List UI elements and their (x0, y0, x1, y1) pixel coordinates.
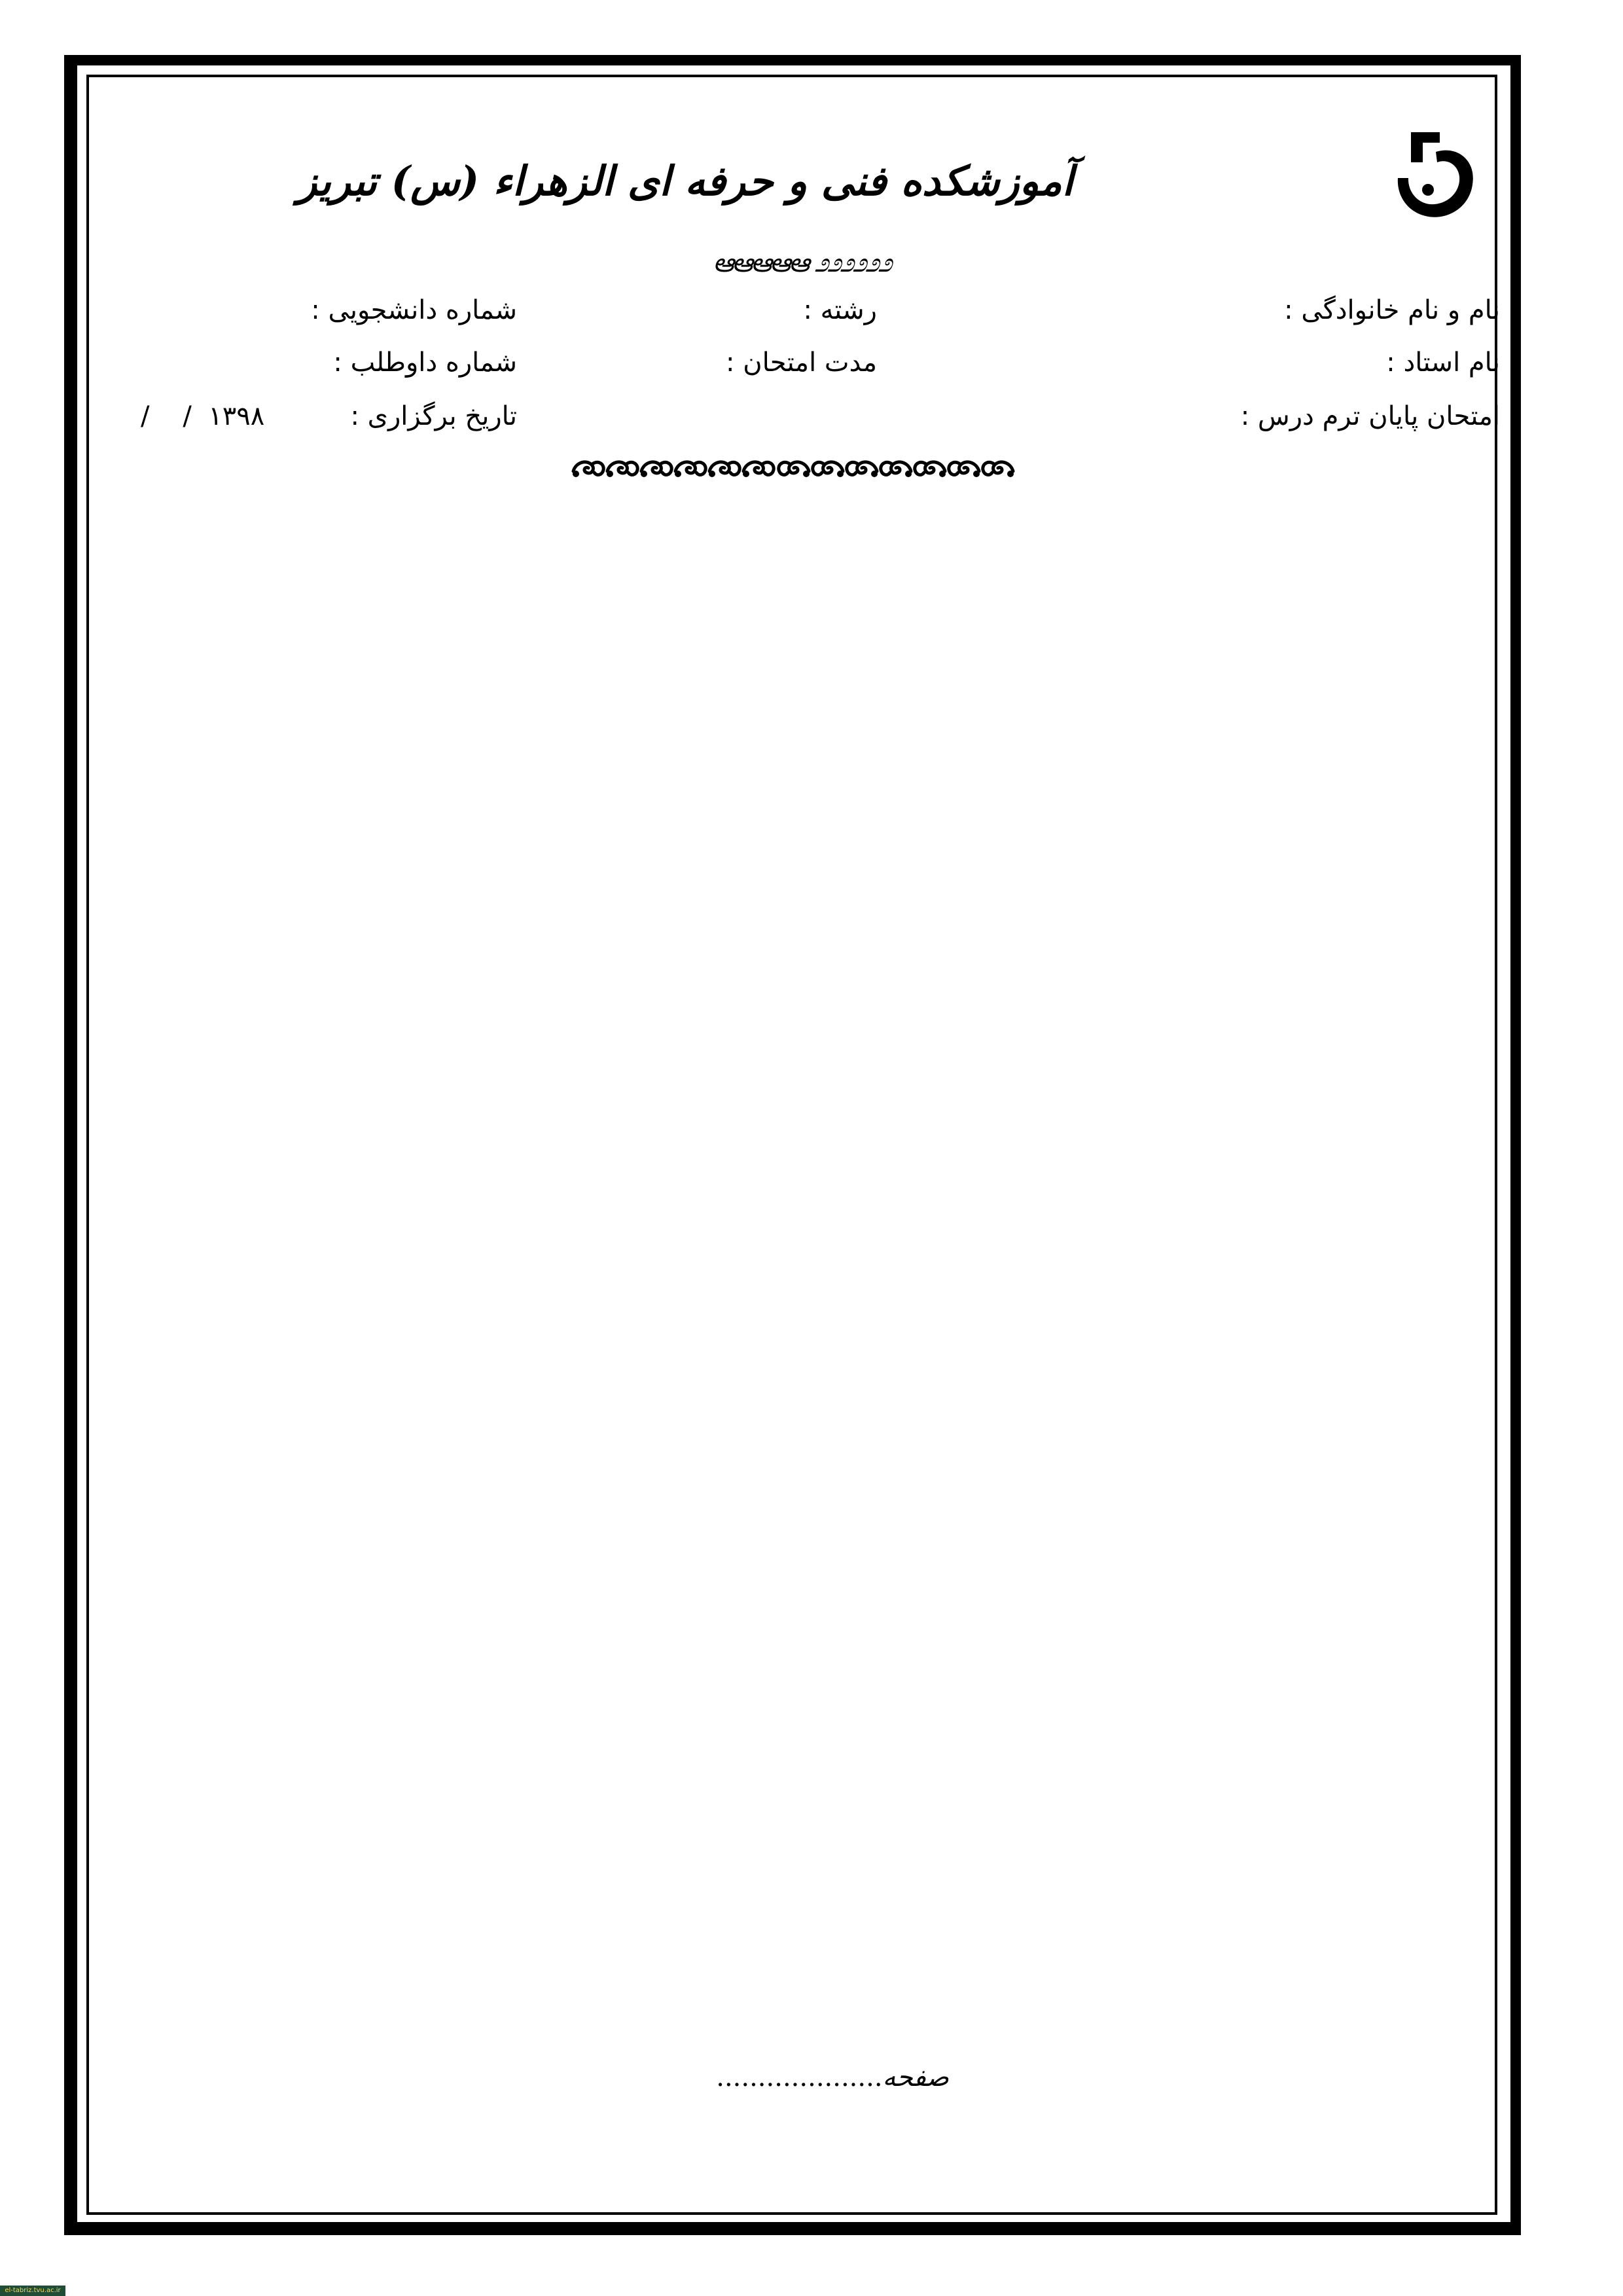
ornament-scroll-unit (709, 462, 740, 477)
page-number-dots: .................... (716, 2062, 883, 2092)
candidate-number-label: شماره داوطلب : (333, 348, 517, 378)
institution-logo-icon (1386, 126, 1478, 224)
ornament-scroll-unit (641, 462, 671, 477)
exam-duration-label: مدت امتحان : (726, 348, 877, 378)
ornament-scroll-unit (949, 462, 980, 477)
ornament-scroll-unit (607, 462, 637, 477)
ornament-scroll-unit (881, 462, 912, 477)
ornament-scroll-unit (743, 462, 774, 477)
page-number-line (674, 2058, 949, 2097)
final-exam-course-label: امتحان پایان ترم درس : (1240, 401, 1500, 431)
ornament-scroll-unit (915, 462, 946, 477)
header-ornament-top: ఆఆఆఆఆ ೨೨೨೨೨೨ (713, 248, 891, 278)
instructor-label: نام استاد : (1386, 348, 1500, 378)
major-label: رشته : (803, 295, 877, 325)
inner-page-border (86, 75, 1497, 2215)
page-label: صفحه (882, 2062, 949, 2092)
ornament-scroll-unit (779, 462, 810, 477)
school-title: آموزشکده فنی و حرفه ای الزهراء (س) تبریز (297, 157, 1073, 205)
scroll-ornament-divider-icon (567, 456, 1035, 482)
ornament-scroll-unit (983, 462, 1014, 477)
site-credit-badge: el-tabriz.tvu.ac.ir (0, 2286, 65, 2296)
student-number-label: شماره دانشجویی : (311, 295, 517, 325)
full-name-label: نام و نام خانوادگی : (1284, 295, 1500, 325)
exam-date-label: تاریخ برگزاری : (350, 401, 517, 431)
ornament-scroll-unit (813, 462, 844, 477)
ornament-scroll-unit (573, 462, 603, 477)
ornament-scroll-unit (675, 462, 705, 477)
ornament-scroll-unit (847, 462, 878, 477)
exam-date-value: / / ۱۳۹۸ (141, 401, 265, 431)
